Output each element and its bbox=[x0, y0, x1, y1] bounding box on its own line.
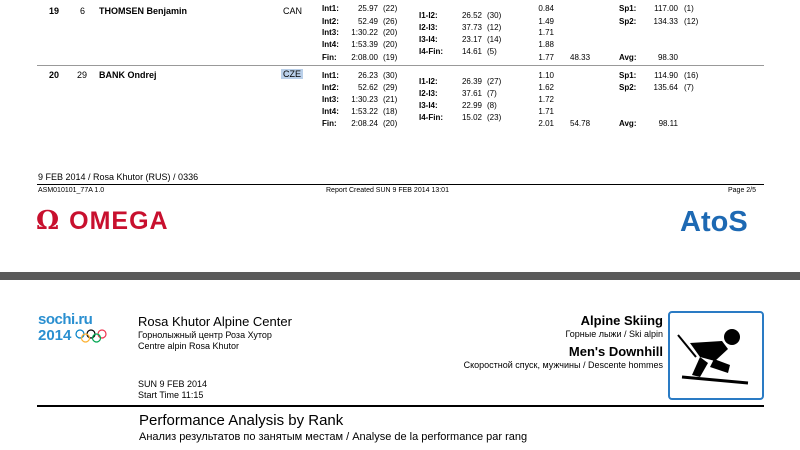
int-rank: (29) bbox=[383, 83, 398, 92]
sector-rank: (12) bbox=[487, 23, 502, 32]
sector-time: 37.61 bbox=[461, 89, 482, 98]
report-title: Performance Analysis by Rank bbox=[139, 412, 344, 429]
int-label: Int3: bbox=[322, 95, 339, 104]
atos-logo: AtoS bbox=[680, 206, 748, 238]
sport-name: Alpine Skiing bbox=[580, 313, 663, 328]
athlete-name: THOMSEN Benjamin bbox=[99, 6, 188, 16]
sector-time: 26.52 bbox=[461, 11, 482, 20]
diff-value: 1.72 bbox=[538, 95, 554, 104]
doc-code: ASM010101_77A 1.0 bbox=[38, 187, 105, 194]
diff-value: 1.88 bbox=[538, 40, 554, 49]
sector-rank: (5) bbox=[487, 47, 497, 56]
diff-value: 1.71 bbox=[538, 107, 554, 116]
total-value: 48.33 bbox=[570, 53, 591, 62]
speed-value: 117.00 bbox=[654, 4, 678, 13]
sector-label: I1-I2: bbox=[419, 77, 438, 86]
int-time: 2:08.00 bbox=[351, 53, 378, 62]
sector-time: 14.61 bbox=[461, 47, 482, 56]
avg-label: Avg: bbox=[619, 119, 637, 128]
speed-value: 114.90 bbox=[654, 71, 678, 80]
nation-code: CZE bbox=[283, 69, 301, 79]
rank: 20 bbox=[49, 70, 60, 80]
page-break-band bbox=[0, 272, 800, 280]
int-rank: (20) bbox=[383, 28, 398, 37]
athlete-name: BANK Ondrej bbox=[99, 70, 157, 80]
bib: 29 bbox=[77, 70, 88, 80]
int-label: Fin: bbox=[322, 119, 337, 128]
row-divider bbox=[37, 65, 764, 66]
speed-rank: (16) bbox=[684, 71, 699, 80]
sector-rank: (8) bbox=[487, 101, 497, 110]
omega-symbol-icon: Ω bbox=[36, 206, 60, 236]
int-time: 52.62 bbox=[357, 83, 378, 92]
sector-label: I2-I3: bbox=[419, 89, 438, 98]
sector-time: 22.99 bbox=[461, 101, 482, 110]
speed-label: Sp2: bbox=[619, 83, 637, 92]
int-time: 1:30.23 bbox=[351, 95, 378, 104]
int-label: Int1: bbox=[322, 4, 339, 13]
sector-time: 26.39 bbox=[461, 77, 482, 86]
int-rank: (21) bbox=[383, 95, 398, 104]
report-subtitle: Анализ результатов по занятым местам / Analyse de la performance par rang bbox=[139, 431, 528, 443]
event-date: SUN 9 FEB 2014 bbox=[138, 379, 208, 389]
sector-time: 15.02 bbox=[461, 113, 482, 122]
sector-label: I4-Fin: bbox=[419, 47, 443, 56]
venue-name-ru: Горнолыжный центр Роза Хутор bbox=[138, 330, 272, 340]
total-value: 54.78 bbox=[570, 119, 591, 128]
omega-wordmark: OMEGA bbox=[69, 206, 169, 235]
sector-label: I2-I3: bbox=[419, 23, 438, 32]
avg-value: 98.30 bbox=[657, 53, 678, 62]
int-label: Int4: bbox=[322, 40, 339, 49]
sector-time: 37.73 bbox=[461, 23, 482, 32]
nation-code: CAN bbox=[283, 6, 303, 16]
sector-rank: (27) bbox=[487, 77, 502, 86]
int-label: Fin: bbox=[322, 53, 337, 62]
int-rank: (18) bbox=[383, 107, 398, 116]
sector-label: I4-Fin: bbox=[419, 113, 443, 122]
event-name: Men's Downhill bbox=[568, 344, 663, 359]
sector-time: 23.17 bbox=[461, 35, 482, 44]
sector-label: I3-I4: bbox=[419, 35, 438, 44]
sochi-logo: sochi.ru 2014 bbox=[38, 312, 130, 350]
diff-value: 0.84 bbox=[538, 4, 554, 13]
sector-label: I3-I4: bbox=[419, 101, 438, 110]
speed-label: Sp1: bbox=[619, 71, 637, 80]
avg-value: 98.11 bbox=[658, 119, 678, 128]
bib: 6 bbox=[80, 6, 86, 16]
downhill-skier-icon bbox=[670, 313, 762, 398]
int-rank: (20) bbox=[383, 119, 398, 128]
report-created: Report Created SUN 9 FEB 2014 13:01 bbox=[326, 187, 449, 194]
int-label: Int3: bbox=[322, 28, 339, 37]
speed-rank: (7) bbox=[684, 83, 694, 92]
int-time: 25.97 bbox=[357, 4, 378, 13]
int-rank: (22) bbox=[383, 4, 398, 13]
int-time: 1:30.22 bbox=[351, 28, 378, 37]
olympic-rings-icon bbox=[74, 329, 110, 343]
int-rank: (30) bbox=[383, 71, 398, 80]
int-label: Int2: bbox=[322, 83, 339, 92]
omega-logo bbox=[36, 206, 169, 236]
venue-name-fr: Centre alpin Rosa Khutor bbox=[138, 341, 240, 351]
diff-value: 1.77 bbox=[538, 53, 554, 62]
int-time: 52.49 bbox=[357, 17, 378, 26]
int-time: 26.23 bbox=[357, 71, 378, 80]
diff-value: 2.01 bbox=[538, 119, 554, 128]
sport-name-sub: Горные лыжи / Ski alpin bbox=[565, 329, 663, 339]
sector-rank: (30) bbox=[487, 11, 502, 20]
sector-label: I1-I2: bbox=[419, 11, 438, 20]
speed-rank: (12) bbox=[684, 17, 699, 26]
speed-rank: (1) bbox=[684, 4, 694, 13]
int-time: 1:53.22 bbox=[351, 107, 378, 116]
int-rank: (26) bbox=[383, 17, 398, 26]
start-time: Start Time 11:15 bbox=[138, 390, 204, 400]
page-number: Page 2/5 bbox=[728, 187, 757, 194]
sector-rank: (14) bbox=[487, 35, 502, 44]
speed-value: 134.33 bbox=[653, 17, 678, 26]
date-location: 9 FEB 2014 / Rosa Khutor (RUS) / 0336 bbox=[38, 172, 199, 182]
diff-value: 1.62 bbox=[538, 83, 554, 92]
speed-label: Sp2: bbox=[619, 17, 637, 26]
event-name-sub: Скоростной спуск, мужчины / Descente hommes bbox=[463, 360, 663, 370]
int-time: 2:08.24 bbox=[351, 119, 378, 128]
venue-name: Rosa Khutor Alpine Center bbox=[138, 314, 292, 329]
sector-rank: (23) bbox=[487, 113, 502, 122]
int-rank: (19) bbox=[383, 53, 398, 62]
int-rank: (20) bbox=[383, 40, 398, 49]
speed-label: Sp1: bbox=[619, 4, 637, 13]
int-label: Int2: bbox=[322, 17, 339, 26]
int-label: Int1: bbox=[322, 71, 339, 80]
diff-value: 1.71 bbox=[538, 28, 554, 37]
footer-rule bbox=[37, 184, 764, 185]
int-label: Int4: bbox=[322, 107, 339, 116]
diff-value: 1.49 bbox=[538, 17, 554, 26]
rank: 19 bbox=[49, 6, 60, 16]
pictogram-box bbox=[668, 311, 764, 400]
speed-value: 135.64 bbox=[653, 83, 678, 92]
int-time: 1:53.39 bbox=[351, 40, 378, 49]
header-rule bbox=[37, 405, 764, 407]
sector-rank: (7) bbox=[487, 89, 497, 98]
diff-value: 1.10 bbox=[538, 71, 554, 80]
avg-label: Avg: bbox=[619, 53, 637, 62]
